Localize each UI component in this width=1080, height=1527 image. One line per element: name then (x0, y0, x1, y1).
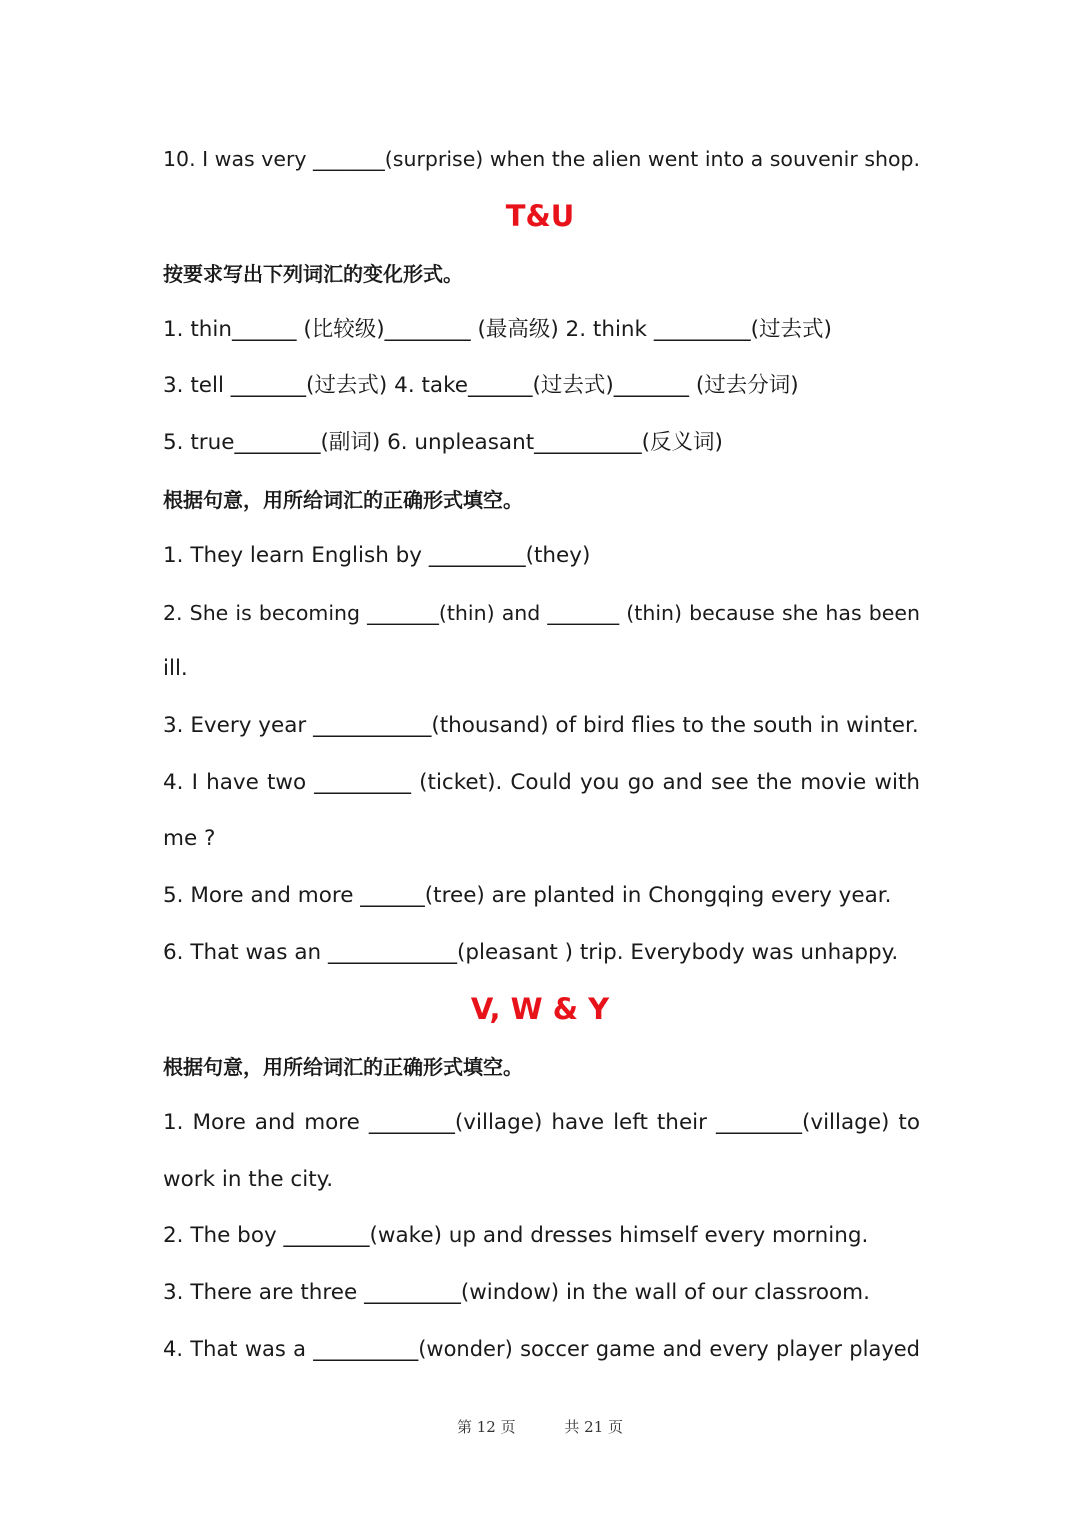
instruction-fill-blanks-vwy: 根据句意，用所给词汇的正确形式填空。 (163, 1055, 523, 1079)
tu-question-4: 4. I have two _________ (ticket). Could you go and see the movie with (163, 770, 920, 795)
tu-question-6: 6. That was an ____________(pleasant ) trip. Everybody was unhappy. (163, 940, 899, 965)
tu-question-5: 5. More and more ______(tree) are planted in Chongqing every year. (163, 883, 892, 908)
page-total: 共 21 页 (564, 1418, 624, 1436)
vwy-question-1: 1. More and more ________(village) have left their ________(village) to (163, 1110, 920, 1135)
page-number: 第 12 页 (456, 1418, 516, 1436)
instruction-fill-blanks: 根据句意，用所给词汇的正确形式填空。 (163, 488, 523, 512)
section-heading-t-u: T&U (505, 199, 575, 233)
question-10: 10. I was very _______(surprise) when the alien went into a souvenir shop. (163, 147, 921, 171)
word-form-row-3: 5. true________(副词) 6. unpleasant__________(反义词) (163, 430, 723, 455)
word-form-row-1: 1. thin______ (比较级)________ (最高级) 2. think _________(过去式) (163, 317, 832, 342)
vwy-question-4: 4. That was a __________(wonder) soccer game and every player played (163, 1337, 920, 1361)
tu-question-1: 1. They learn English by _________(they) (163, 543, 591, 568)
instruction-word-forms: 按要求写出下列词汇的变化形式。 (163, 262, 463, 286)
vwy-question-2: 2. The boy ________(wake) up and dresses himself every morning. (163, 1223, 869, 1248)
page-footer (0, 1414, 1080, 1440)
tu-question-2: 2. She is becoming _______(thin) and _______ (thin) because she has been (163, 601, 920, 625)
tu-question-3: 3. Every year ___________(thousand) of bird flies to the south in winter. (163, 713, 919, 738)
vwy-question-1-cont: work in the city. (163, 1167, 334, 1192)
tu-question-4-cont: me ? (163, 826, 216, 851)
section-heading-v-w-y: V, W & Y (470, 992, 610, 1026)
word-form-row-2: 3. tell _______(过去式) 4. take______(过去式)_______ (过去分词) (163, 373, 799, 398)
vwy-question-3: 3. There are three _________(window) in the wall of our classroom. (163, 1280, 870, 1305)
tu-question-2-cont: ill. (163, 656, 188, 681)
